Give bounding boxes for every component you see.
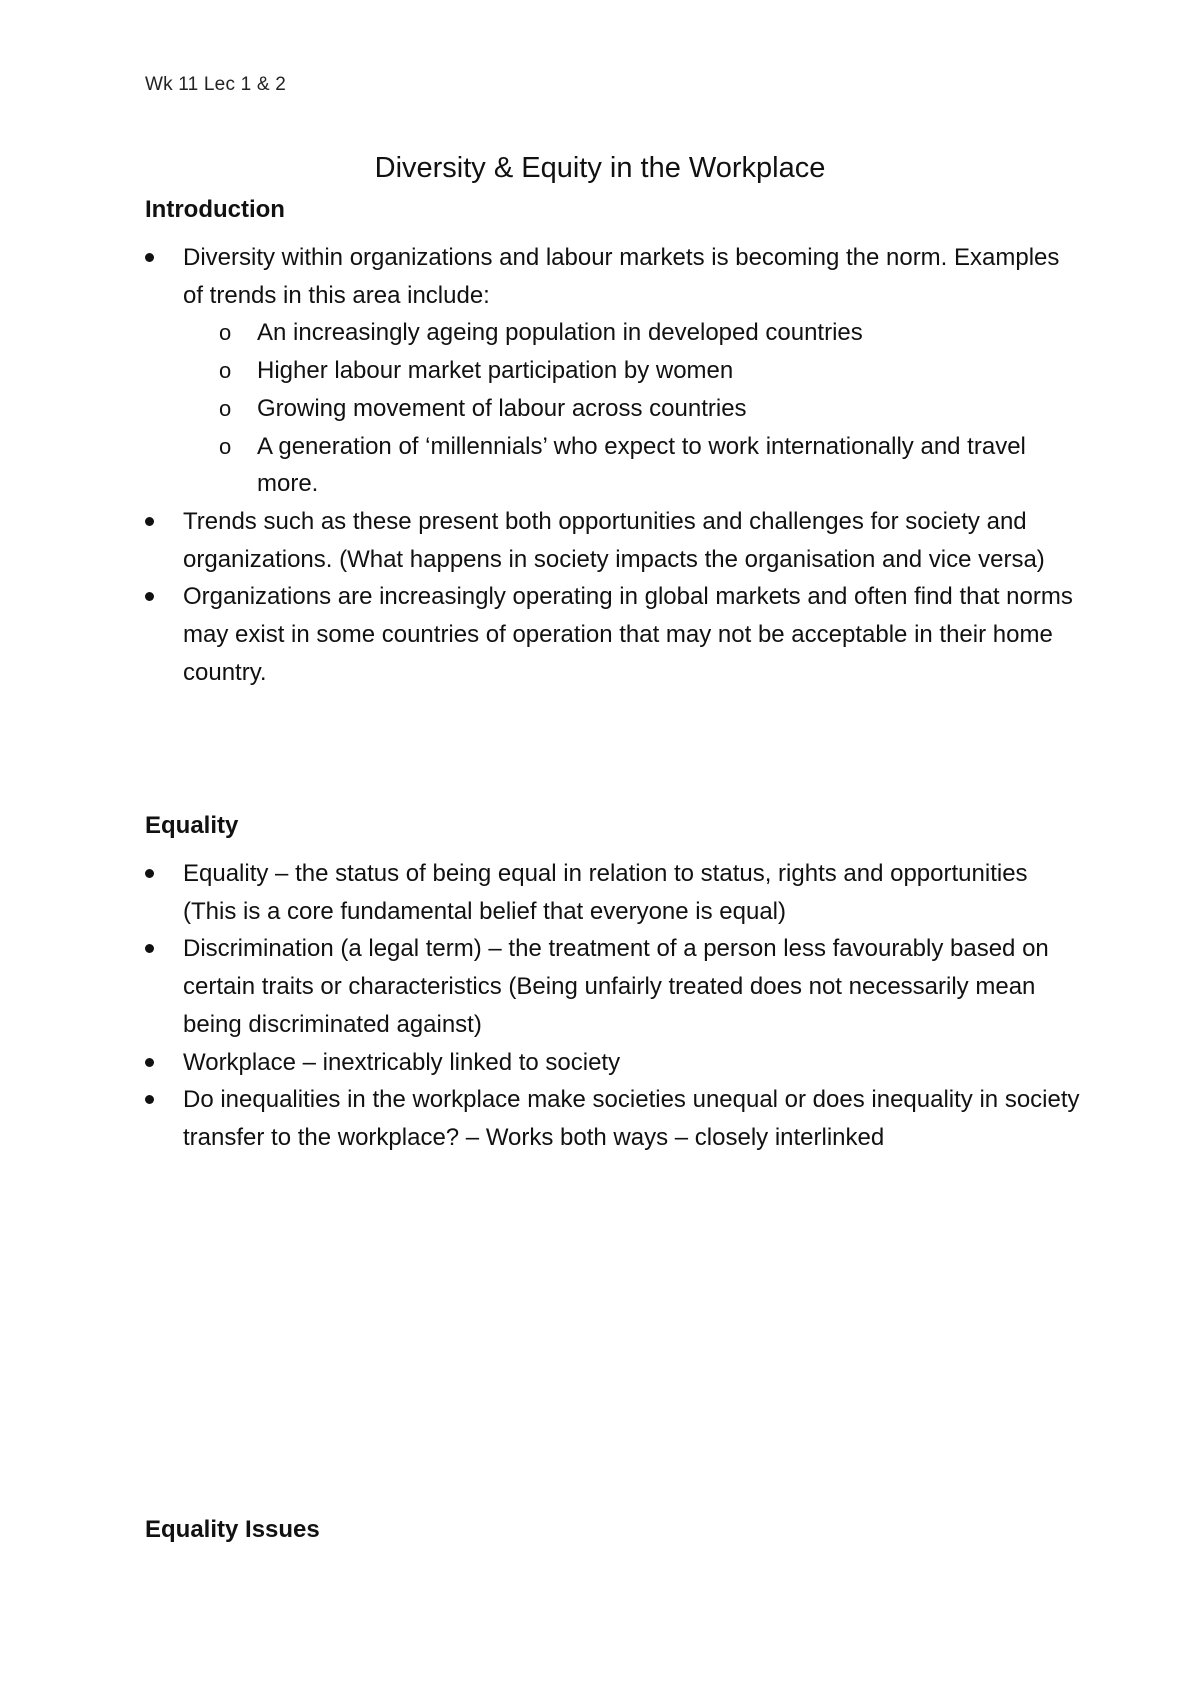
list-item — [145, 1044, 1085, 1082]
equality-bullet-list — [145, 855, 1085, 1157]
bullet-text: Discrimination (a legal term) – the treatment of a person less favourably based on certain traits or characteristics (Being unfairly treated does not necessarily mean being discriminated against) — [183, 935, 1049, 1038]
sub-bullet-text: Higher labour market participation by women — [257, 357, 734, 385]
bullet-icon — [145, 517, 154, 526]
bullet-icon — [145, 944, 154, 953]
bullet-icon — [145, 1058, 154, 1067]
section-heading-equality: Equality — [145, 812, 239, 839]
document-title: Diversity & Equity in the Workplace — [374, 152, 826, 184]
list-item — [145, 239, 1085, 503]
bullet-text: Workplace – inextricably linked to society — [183, 1048, 621, 1076]
sub-bullet-text: Growing movement of labour across countries — [257, 394, 747, 422]
list-item — [145, 930, 1085, 1043]
bullet-icon — [145, 1095, 154, 1104]
list-item — [145, 855, 1085, 930]
bullet-icon — [145, 592, 154, 601]
bullet-text: Diversity within organizations and labour markets is becoming the norm. Examples of trends in this area include: — [183, 244, 1060, 309]
circle-bullet-icon: o — [219, 320, 232, 346]
trends-sub-list — [183, 314, 1085, 503]
bullet-text: Trends such as these present both opportunities and challenges for society and organizations. (What happens in society impacts the organisation and vice versa) — [183, 507, 1045, 573]
circle-bullet-icon: o — [219, 358, 232, 384]
introduction-bullet-list — [145, 239, 1085, 691]
sub-bullet-text: An increasingly ageing population in developed countries — [257, 319, 863, 347]
bullet-text: Organizations are increasingly operating in global markets and often find that norms may exist in some countries of operation that may not be acceptable in their home country. — [183, 583, 1073, 686]
circle-bullet-icon: o — [219, 395, 232, 421]
list-item — [145, 1081, 1085, 1156]
sub-list-item — [183, 390, 1085, 428]
section-heading-equality-issues: Equality Issues — [145, 1516, 320, 1543]
list-item — [145, 503, 1085, 578]
sub-list-item — [183, 428, 1085, 503]
list-item — [145, 578, 1085, 691]
sub-bullet-text: A generation of ‘millennials’ who expect to work internationally and travel more. — [257, 432, 1026, 498]
circle-bullet-icon: o — [219, 433, 232, 459]
bullet-text: Equality – the status of being equal in relation to status, rights and opportunities (This is a core fundamental belief that everyone is equal) — [183, 860, 1028, 925]
sub-list-item — [183, 314, 1085, 352]
page-header: Wk 11 Lec 1 & 2 — [145, 74, 286, 95]
bullet-icon — [145, 869, 154, 878]
sub-list-item — [183, 352, 1085, 390]
section-heading-introduction: Introduction — [145, 196, 285, 223]
bullet-text: Do inequalities in the workplace make societies unequal or does inequality in society transfer to the workplace? – Works both ways – closely interlinked — [183, 1086, 1080, 1151]
bullet-icon — [145, 253, 154, 262]
